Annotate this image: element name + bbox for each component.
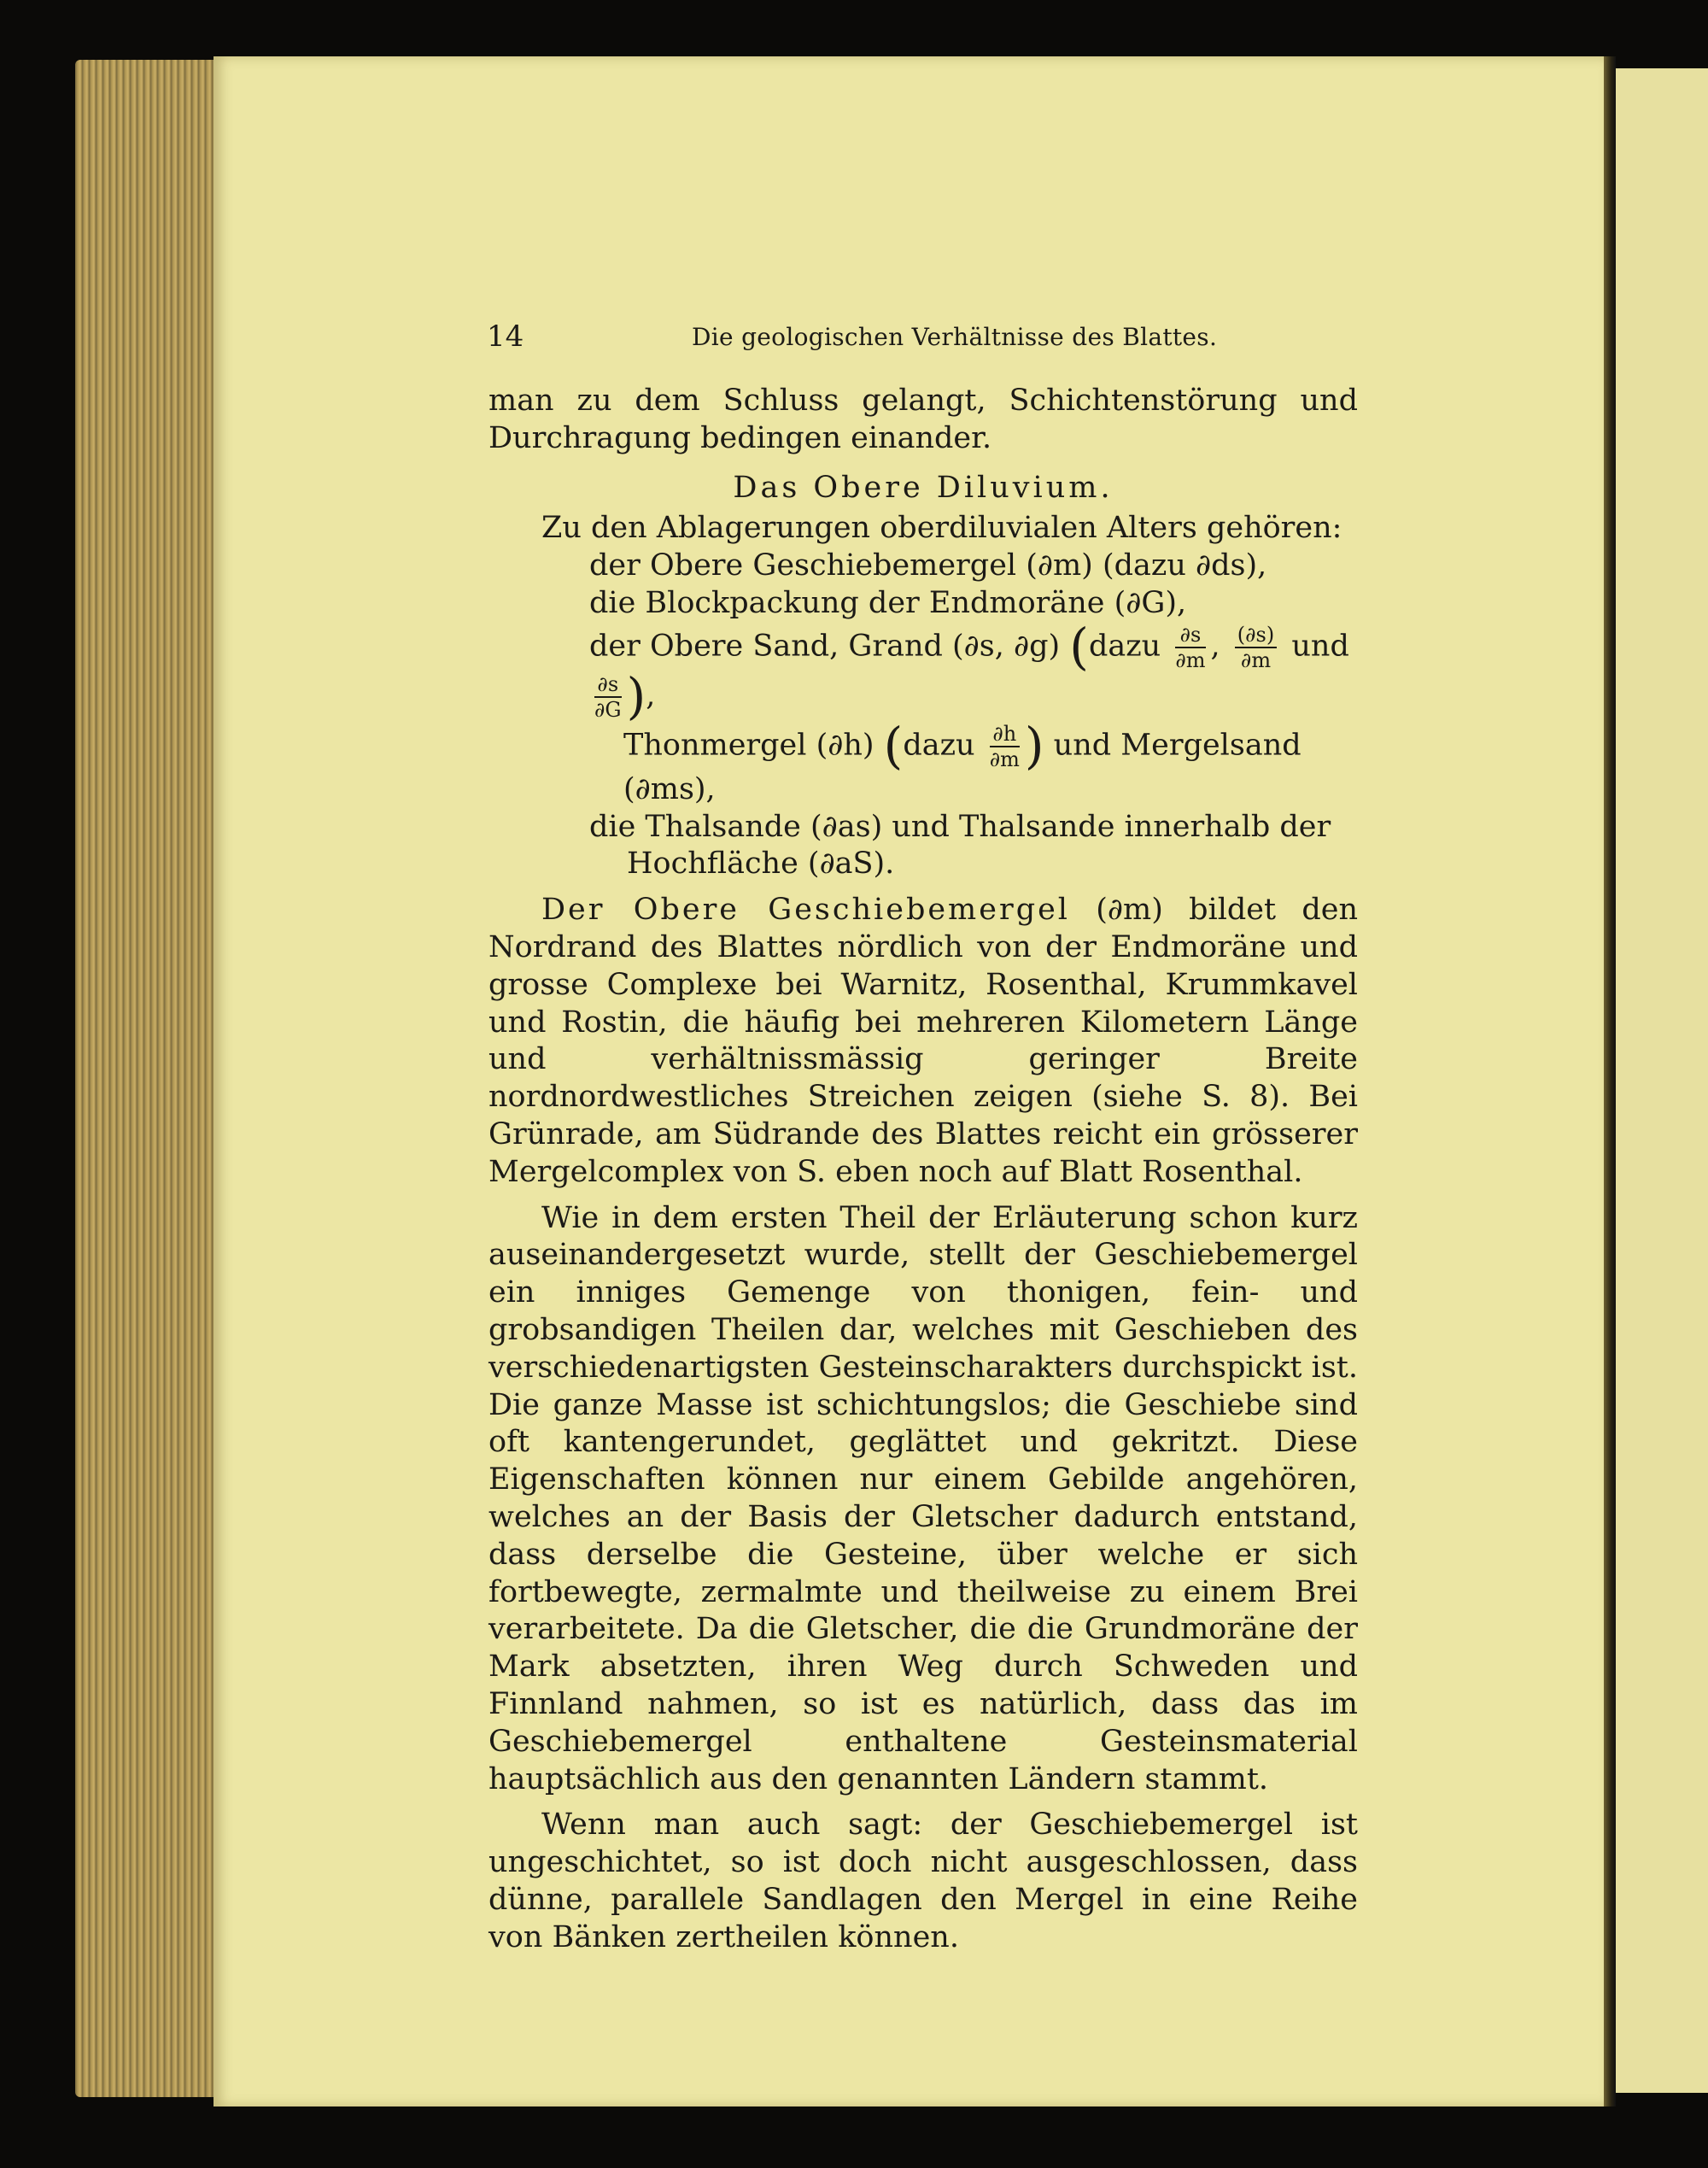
book-gutter <box>1604 56 1616 2106</box>
list-item: die Thalsande (∂as) und Thalsande innerhalb der Hochfläche (∂aS). <box>589 809 1331 882</box>
page-number: 14 <box>487 319 524 354</box>
paren-open: ( <box>883 716 904 775</box>
book-page-edges <box>75 60 227 2097</box>
page-body <box>488 383 1358 1956</box>
paren-close: ) <box>1024 716 1044 775</box>
list-item: der Obere Sand, Grand (∂s, ∂g) (dazu $\frac{\partial s}{\partial m}$ , $\frac{(\partial s)}{\partial m}$ und $\frac{\partial s}{\partial G}$ ), <box>589 617 1349 725</box>
list-item <box>623 716 1358 809</box>
dazu-label: dazu <box>903 728 975 763</box>
paragraph-term: Der Obere Geschiebemergel <box>541 893 1071 928</box>
fraction <box>1175 623 1205 672</box>
fraction-denominator: ∂m <box>989 747 1020 771</box>
fraction <box>594 672 622 722</box>
und-label: und <box>1291 629 1349 664</box>
list-item-text: Thonmergel (∂h) <box>623 728 874 763</box>
section-title: Das Obere Diluvium. <box>733 470 1114 505</box>
paragraph: Wenn man auch sagt: der Geschiebemergel ist ungeschichtet, so ist doch nicht ausgeschlossen, dass dünne, parallele Sandlagen den Mergel in eine Reihe von Bänken zertheilen können. <box>488 1808 1358 1954</box>
list-item-rest: und Mergelsand (∂ms), <box>623 728 1301 806</box>
paragraph <box>488 892 1358 1191</box>
intro-paragraph: man zu dem Schluss gelangt, Schichtenstörung und Durchragung bedingen einander. <box>488 384 1358 455</box>
list-item: der Obere Geschiebemergel (∂m) (dazu ∂ds), <box>589 548 1267 583</box>
fraction-numerator: (∂s) <box>1235 623 1277 648</box>
fraction-numerator: ∂s <box>594 672 622 698</box>
list-item-text: der Obere Sand, Grand (∂s, ∂g) <box>589 629 1061 664</box>
fraction-numerator: ∂s <box>1175 623 1205 648</box>
fraction-numerator: ∂h <box>990 722 1020 747</box>
facing-page-edge <box>1616 68 1708 2093</box>
fraction-denominator: ∂m <box>1175 647 1206 672</box>
dazu-label: dazu <box>1088 629 1161 664</box>
paren-close: ) <box>626 666 646 725</box>
list-item: die Blockpackung der Endmoräne (∂G), <box>589 585 1187 620</box>
fraction <box>1235 623 1277 672</box>
paragraph-text: (∂m) bildet den Nordrand des Blattes nördlich von der Endmoräne und grosse Complexe bei Warnitz, Rosenthal, Krummkavel und Rostin, die häufig bei mehreren Kilometern Länge und verhältnissmässig geringer Breite nordnordwestliches Streichen zeigen (siehe S. 8). Bei Grünrade, am Südrande des Blattes reicht ein grösserer Mergelcomplex von S. eben noch auf Blatt Rosenthal. <box>488 893 1358 1189</box>
lead-sentence: Zu den Ablagerungen oberdiluvialen Alters gehören: <box>541 511 1342 546</box>
paren-open: ( <box>1069 617 1089 676</box>
running-head: Die geologischen Verhältnisse des Blattes. <box>692 323 1218 351</box>
paragraph: Wie in dem ersten Theil der Erläuterung schon kurz auseinandergesetzt wurde, stellt der Geschiebemergel ein inniges Gemenge von thonigen, fein- und grobsandigen Theilen dar, welches mit Geschieben des verschiedenartigsten Gesteinscharakters durchspickt ist. Die ganze Masse ist schichtungslos; die Geschiebe sind oft kantengerundet, geglättet und gekritzt. Diese Eigenschaften können nur einem Gebilde angehören, welches an der Basis der Gletscher dadurch entstand, dass derselbe die Gesteine, über welche er sich fortbewegte, zermalmte und theilweise zu einem Brei verarbeitete. Da die Gletscher, die die Grundmoräne der Mark absetzten, ihren Weg durch Schweden und Finnland nahmen, so ist es natürlich, dass das im Geschiebemergel enthaltene Gesteinsmaterial hauptsächlich aus den genannten Ländern stammt. <box>488 1200 1358 1796</box>
fraction <box>990 722 1020 771</box>
fraction-denominator: ∂m <box>1240 647 1272 672</box>
fraction-denominator: ∂G <box>594 697 622 722</box>
page-header <box>487 319 1358 362</box>
